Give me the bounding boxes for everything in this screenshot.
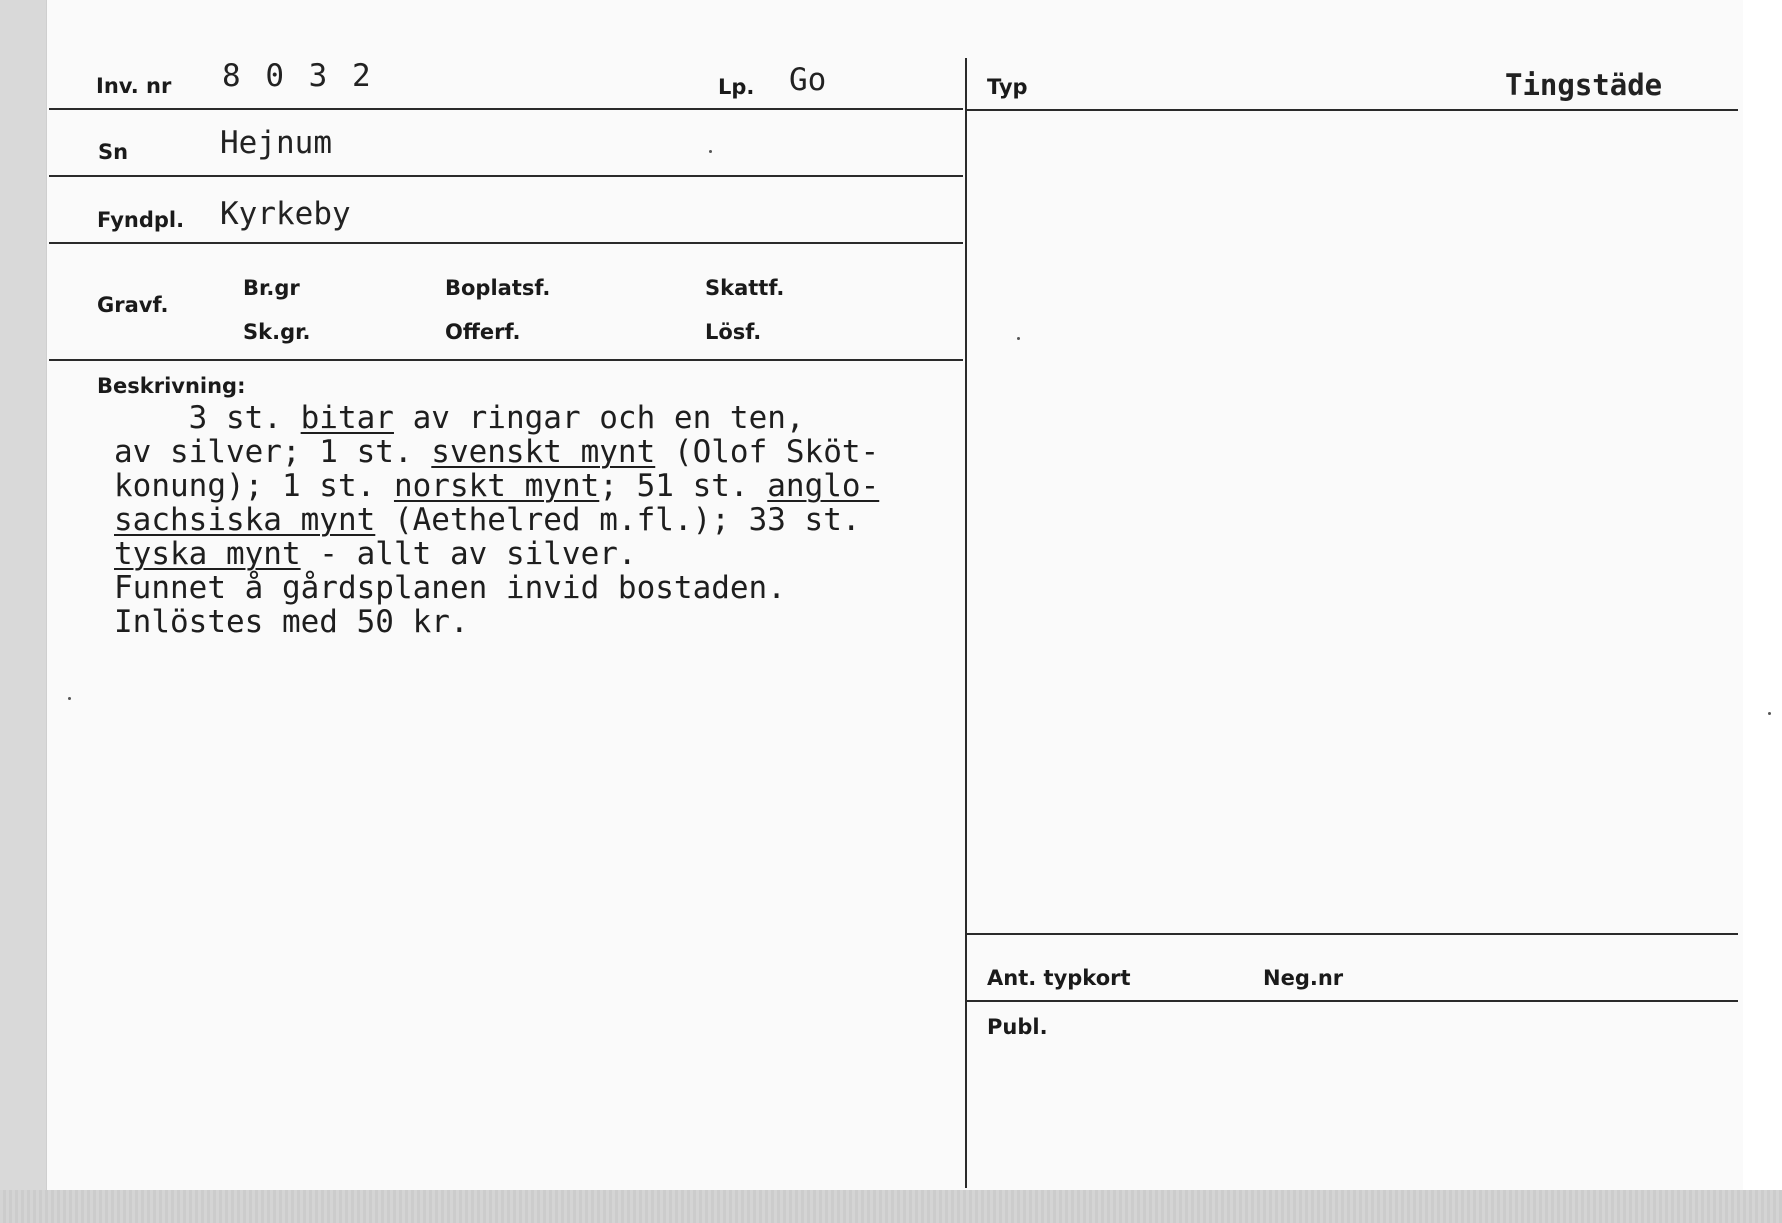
lp-label: Lp. xyxy=(718,75,755,99)
desc-underlined-svenskt-mynt: svenskt mynt xyxy=(431,434,656,470)
typ-value: Tingstäde xyxy=(1505,68,1663,102)
desc-line-2b: (Olof Sköt- xyxy=(655,434,880,470)
speck xyxy=(1017,337,1020,340)
desc-line-3b: ; 51 st. xyxy=(599,468,768,504)
boplatsf-label: Boplatsf. xyxy=(445,276,551,300)
skattf-label: Skattf. xyxy=(705,276,785,300)
brgr-label: Br.gr xyxy=(243,276,300,300)
rule-ant-typkort-top xyxy=(967,933,1738,935)
desc-line-1b: av ringar och en ten, xyxy=(393,400,805,436)
neg-nr-label: Neg.nr xyxy=(1263,966,1344,990)
offerf-label: Offerf. xyxy=(445,320,521,344)
desc-line-5b: - allt av silver. xyxy=(300,536,637,572)
desc-line-7: Inlöstes med 50 kr. xyxy=(114,604,469,640)
desc-underlined-norskt-mynt: norskt mynt xyxy=(393,468,600,504)
speck xyxy=(68,697,71,700)
card-right-margin xyxy=(1743,0,1782,1190)
inv-nr-value: 8 0 3 2 xyxy=(222,58,374,94)
rule-header xyxy=(49,108,963,110)
desc-line-3a: konung); 1 st. xyxy=(114,468,394,504)
lp-value: Go xyxy=(789,62,827,98)
desc-underlined-sachsiska-mynt: sachsiska mynt xyxy=(114,502,376,538)
column-divider xyxy=(965,58,967,1188)
fyndpl-label: Fyndpl. xyxy=(97,208,185,232)
typ-label: Typ xyxy=(987,75,1028,99)
rule-sn xyxy=(49,175,963,177)
publ-label: Publ. xyxy=(987,1015,1048,1039)
desc-line-1a: 3 st. xyxy=(114,400,301,436)
desc-line-2a: av silver; 1 st. xyxy=(114,434,432,470)
desc-underlined-tyska-mynt: tyska mynt xyxy=(114,536,301,572)
desc-line-6: Funnet å gårdsplanen invid bostaden. xyxy=(114,570,786,606)
rule-publ-top xyxy=(967,1000,1738,1002)
rule-fyndpl xyxy=(49,242,963,244)
beskrivning-label: Beskrivning: xyxy=(97,374,246,398)
losf-label: Lösf. xyxy=(705,320,762,344)
speck xyxy=(709,150,712,153)
inv-nr-label: Inv. nr xyxy=(96,74,172,98)
speck xyxy=(1768,712,1771,715)
skgr-label: Sk.gr. xyxy=(243,320,311,344)
desc-underlined-bitar: bitar xyxy=(300,400,394,436)
rule-gravf xyxy=(49,359,963,361)
gravf-label: Gravf. xyxy=(97,293,169,317)
sn-label: Sn xyxy=(98,140,129,164)
description-text xyxy=(114,401,879,639)
desc-underlined-anglo: anglo- xyxy=(767,468,880,504)
ant-typkort-label: Ant. typkort xyxy=(987,966,1131,990)
scanner-bottom-strip xyxy=(0,1190,1782,1223)
sn-value: Hejnum xyxy=(220,125,332,161)
fyndpl-value: Kyrkeby xyxy=(220,196,351,232)
rule-header-right xyxy=(967,109,1738,111)
desc-line-4b: (Aethelred m.fl.); 33 st. xyxy=(375,502,861,538)
